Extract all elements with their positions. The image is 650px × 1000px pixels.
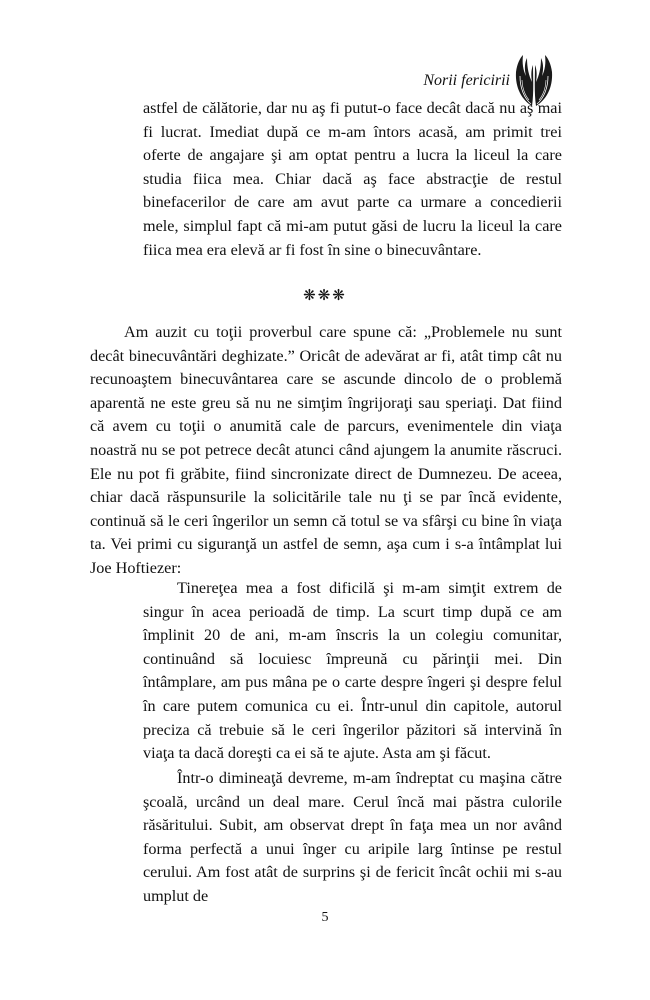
continuation-paragraph: astfel de călătorie, dar nu aş fi putut-o face decât dacă nu aş mai fi lucrat. Imediat după ce m-am întors acasă, am primit trei oferte de angajare şi am optat pentru a lucra la liceul la care studia fiica mea. Chiar dacă aş face abstracţie de restul binefacerilor de care am avut parte ca urmare a concedierii mele, simplul fapt că mi-am putut găsi de lucru la liceul la care fiica mea era elevă ar fi fost în sine o binecuvântare.: [143, 99, 562, 259]
book-title: Norii fericirii: [423, 72, 510, 89]
main-paragraph: Am auzit cu toţii proverbul care spune că: „Problemele nu sunt decât binecuvântări deghizate.” Oricât de adevărat ar fi, atât timp cât nu recunoaştem binecuvântarea care se ascunde dincolo de o problemă aparentă ne este greu să nu ne simţim îngrijoraţi sau speriaţi. Dat fiind că avem cu toţii o anumită cale de parcurs, evenimentele din viaţa noastră nu se pot petrece decât atunci când ajungem la anumite răscruci. Ele nu pot fi grăbite, fiind sincronizate direct de Dumnezeu. De aceea, chiar dacă răspunsurile la solicitările tale nu ţi se par încă evidente, continuă să le ceri îngerilor un semn că totul se va sfârşi cu bine în viaţa ta. Vei primi cu siguranţă un astfel de semn, aşa cum i s-a întâmplat lui Joe Hoftiezer:: [90, 323, 562, 577]
page-number: 5: [321, 910, 329, 925]
quote-paragraph-1: Tinereţea mea a fost dificilă şi m-am simţit extrem de singur în acea perioadă de timp. La scurt timp după ce am împlinit 20 de ani, m-am înscris la un colegiu comunitar, continuând să locuiesc împreună cu părinţii mei. Din întâmplare, am pus mâna pe o carte despre îngeri şi despre felul în care putem comunica cu ei. Într-unul din capitole, autorul preciza că trebuie să le ceri îngerilor păzitori să intervină în viaţa ta dacă doreşti ca ei să te ajute. Asta am şi făcut.: [143, 579, 562, 763]
quote-paragraph-2: Într-o dimineaţă devreme, m-am îndreptat cu maşina către şcoală, urcând un deal mare. Cerul încă mai păstra culorile răsăritului. Subit, am observat drept în faţa mea un nor având forma perfectă a unui înger cu aripile larg întinse pe restul cerului. Am fost atât de surprins şi de fericit încât ochii mi s-au umplut de: [143, 769, 562, 905]
section-separator: ❋❋❋: [303, 288, 347, 304]
